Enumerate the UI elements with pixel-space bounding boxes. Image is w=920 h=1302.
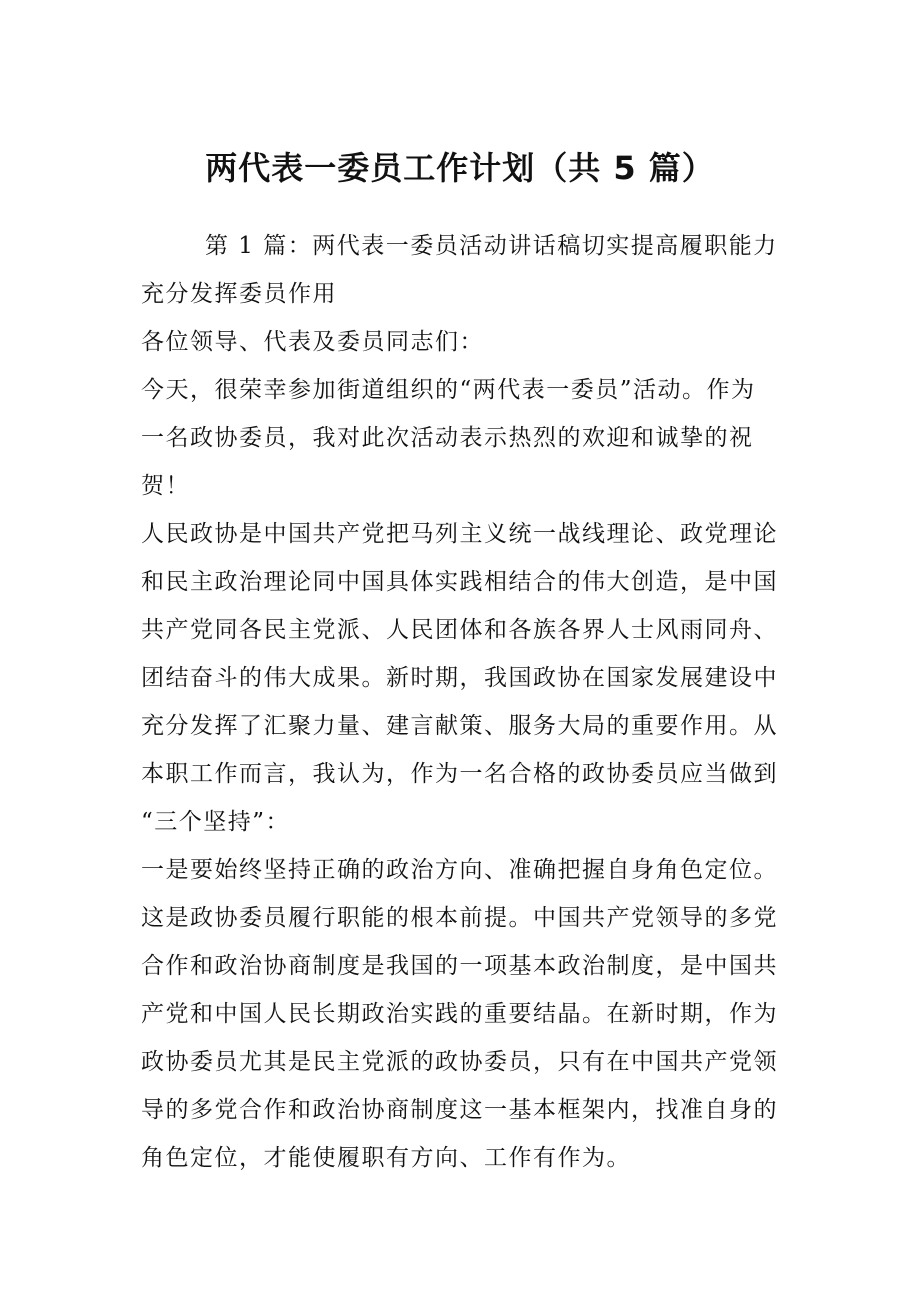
chapter-heading-line-2: 充分发挥委员作用 [141,281,337,307]
text-line: 充分发挥了汇聚力量、建言献策、服务大局的重要作用。从 [141,713,778,739]
text-line: 共产党同各民主党派、人民团体和各族各界人士风雨同舟、 [141,617,778,643]
text-line: 角色定位，才能使履职有方向、工作有作为。 [141,1145,631,1171]
text-line: 贺！ [141,473,190,499]
text-line: 合作和政治协商制度是我国的一项基本政治制度，是中国共 [141,953,778,979]
chapter-heading-line-1: 第 1 篇：两代表一委员活动讲话稿切实提高履职能力 [205,233,778,259]
text-line: 和民主政治理论同中国具体实践相结合的伟大创造，是中国 [141,569,778,595]
document-title: 两代表一委员工作计划（共 5 篇） [205,149,715,187]
text-line: 本职工作而言，我认为，作为一名合格的政协委员应当做到 [141,761,778,787]
document-body [141,222,787,1182]
salutation: 各位领导、代表及委员同志们： [141,329,484,355]
text-line: 政协委员尤其是民主党派的政协委员，只有在中国共产党领 [141,1049,778,1075]
text-line: 一名政协委员，我对此次活动表示热烈的欢迎和诚挚的祝 [141,425,754,451]
text-line: 一是要始终坚持正确的政治方向、准确把握自身角色定位。 [141,857,778,883]
text-line: 这是政协委员履行职能的根本前提。中国共产党领导的多党 [141,905,778,931]
text-line: 今天，很荣幸参加街道组织的“两代表一委员”活动。作为 [141,377,756,403]
text-line: 团结奋斗的伟大成果。新时期，我国政协在国家发展建设中 [141,665,778,691]
text-line: “三个坚持”： [141,809,291,835]
text-line: 导的多党合作和政治协商制度这一基本框架内，找准自身的 [141,1097,778,1123]
text-line: 人民政协是中国共产党把马列主义统一战线理论、政党理论 [141,521,778,547]
text-line: 产党和中国人民长期政治实践的重要结晶。在新时期，作为 [141,1001,778,1027]
